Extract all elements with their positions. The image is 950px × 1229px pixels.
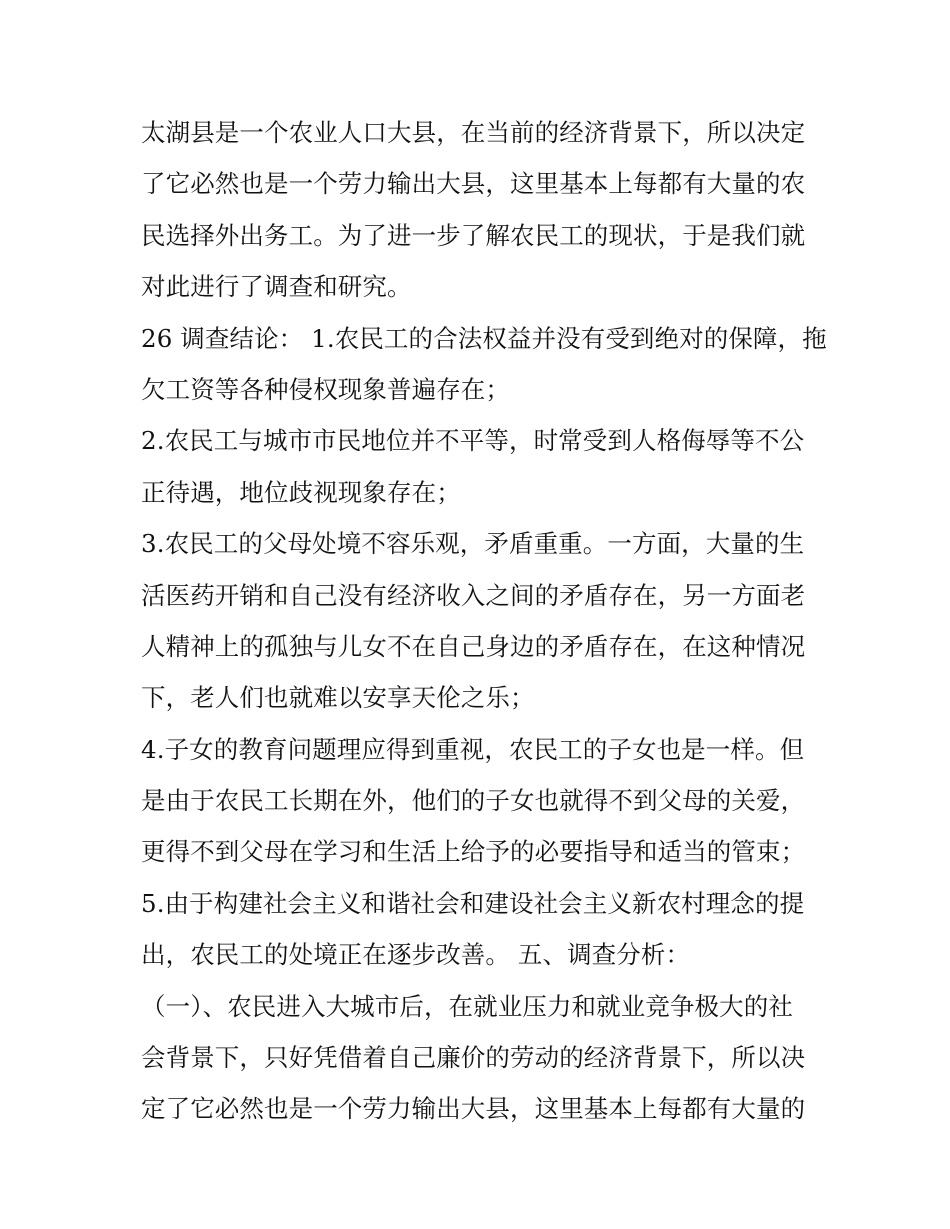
text-line: 是由于农民工长期在外，他们的子女也就得不到父母的关爱， bbox=[141, 786, 806, 816]
text-line: 民选择外出务工。为了进一步了解农民工的现状，于是我们就 bbox=[141, 220, 806, 250]
text-line: 5.由于构建社会主义和谐社会和建设社会主义新农村理念的提 bbox=[141, 888, 805, 918]
text-line: 对此进行了调查和研究。 bbox=[141, 272, 412, 302]
text-line: 了它必然也是一个劳力输出大县，这里基本上每都有大量的农 bbox=[141, 169, 806, 199]
text-line: 3.农民工的父母处境不容乐观，矛盾重重。一方面，大量的生 bbox=[141, 529, 805, 559]
text-line: 正待遇，地位歧视现象存在； bbox=[141, 477, 461, 507]
text-line: 更得不到父母在学习和生活上给予的必要指导和适当的管束； bbox=[141, 837, 806, 867]
text-line: 太湖县是一个农业人口大县，在当前的经济背景下，所以决定 bbox=[141, 118, 806, 147]
document-body bbox=[141, 107, 827, 1135]
text-line: 活医药开销和自己没有经济收入之间的矛盾存在，另一方面老 bbox=[141, 580, 806, 610]
text-line: 2.农民工与城市市民地位并不平等，时常受到人格侮辱等不公 bbox=[141, 426, 805, 456]
text-line: 出，农民工的处境正在逐步改善。 五、调查分析： bbox=[141, 940, 691, 970]
text-line: 欠工资等各种侵权现象普遍存在； bbox=[141, 374, 510, 404]
text-line: 会背景下，只好凭借着自己廉价的劳动的经济背景下，所以决 bbox=[141, 1043, 806, 1073]
text-line: 定了它必然也是一个劳力输出大县，这里基本上每都有大量的 bbox=[141, 1094, 806, 1124]
text-line: 26 调查结论： 1.农民工的合法权益并没有受到绝对的保障，拖 bbox=[141, 323, 827, 353]
text-line: 下，老人们也就难以安享天伦之乐； bbox=[141, 683, 535, 713]
text-line: 4.子女的教育问题理应得到重视，农民工的子女也是一样。但 bbox=[141, 734, 805, 764]
text-line: 人精神上的孤独与儿女不在自己身边的矛盾存在，在这种情况 bbox=[141, 631, 806, 661]
text-line: （一）、农民进入大城市后，在就业压力和就业竞争极大的社 bbox=[141, 991, 793, 1021]
